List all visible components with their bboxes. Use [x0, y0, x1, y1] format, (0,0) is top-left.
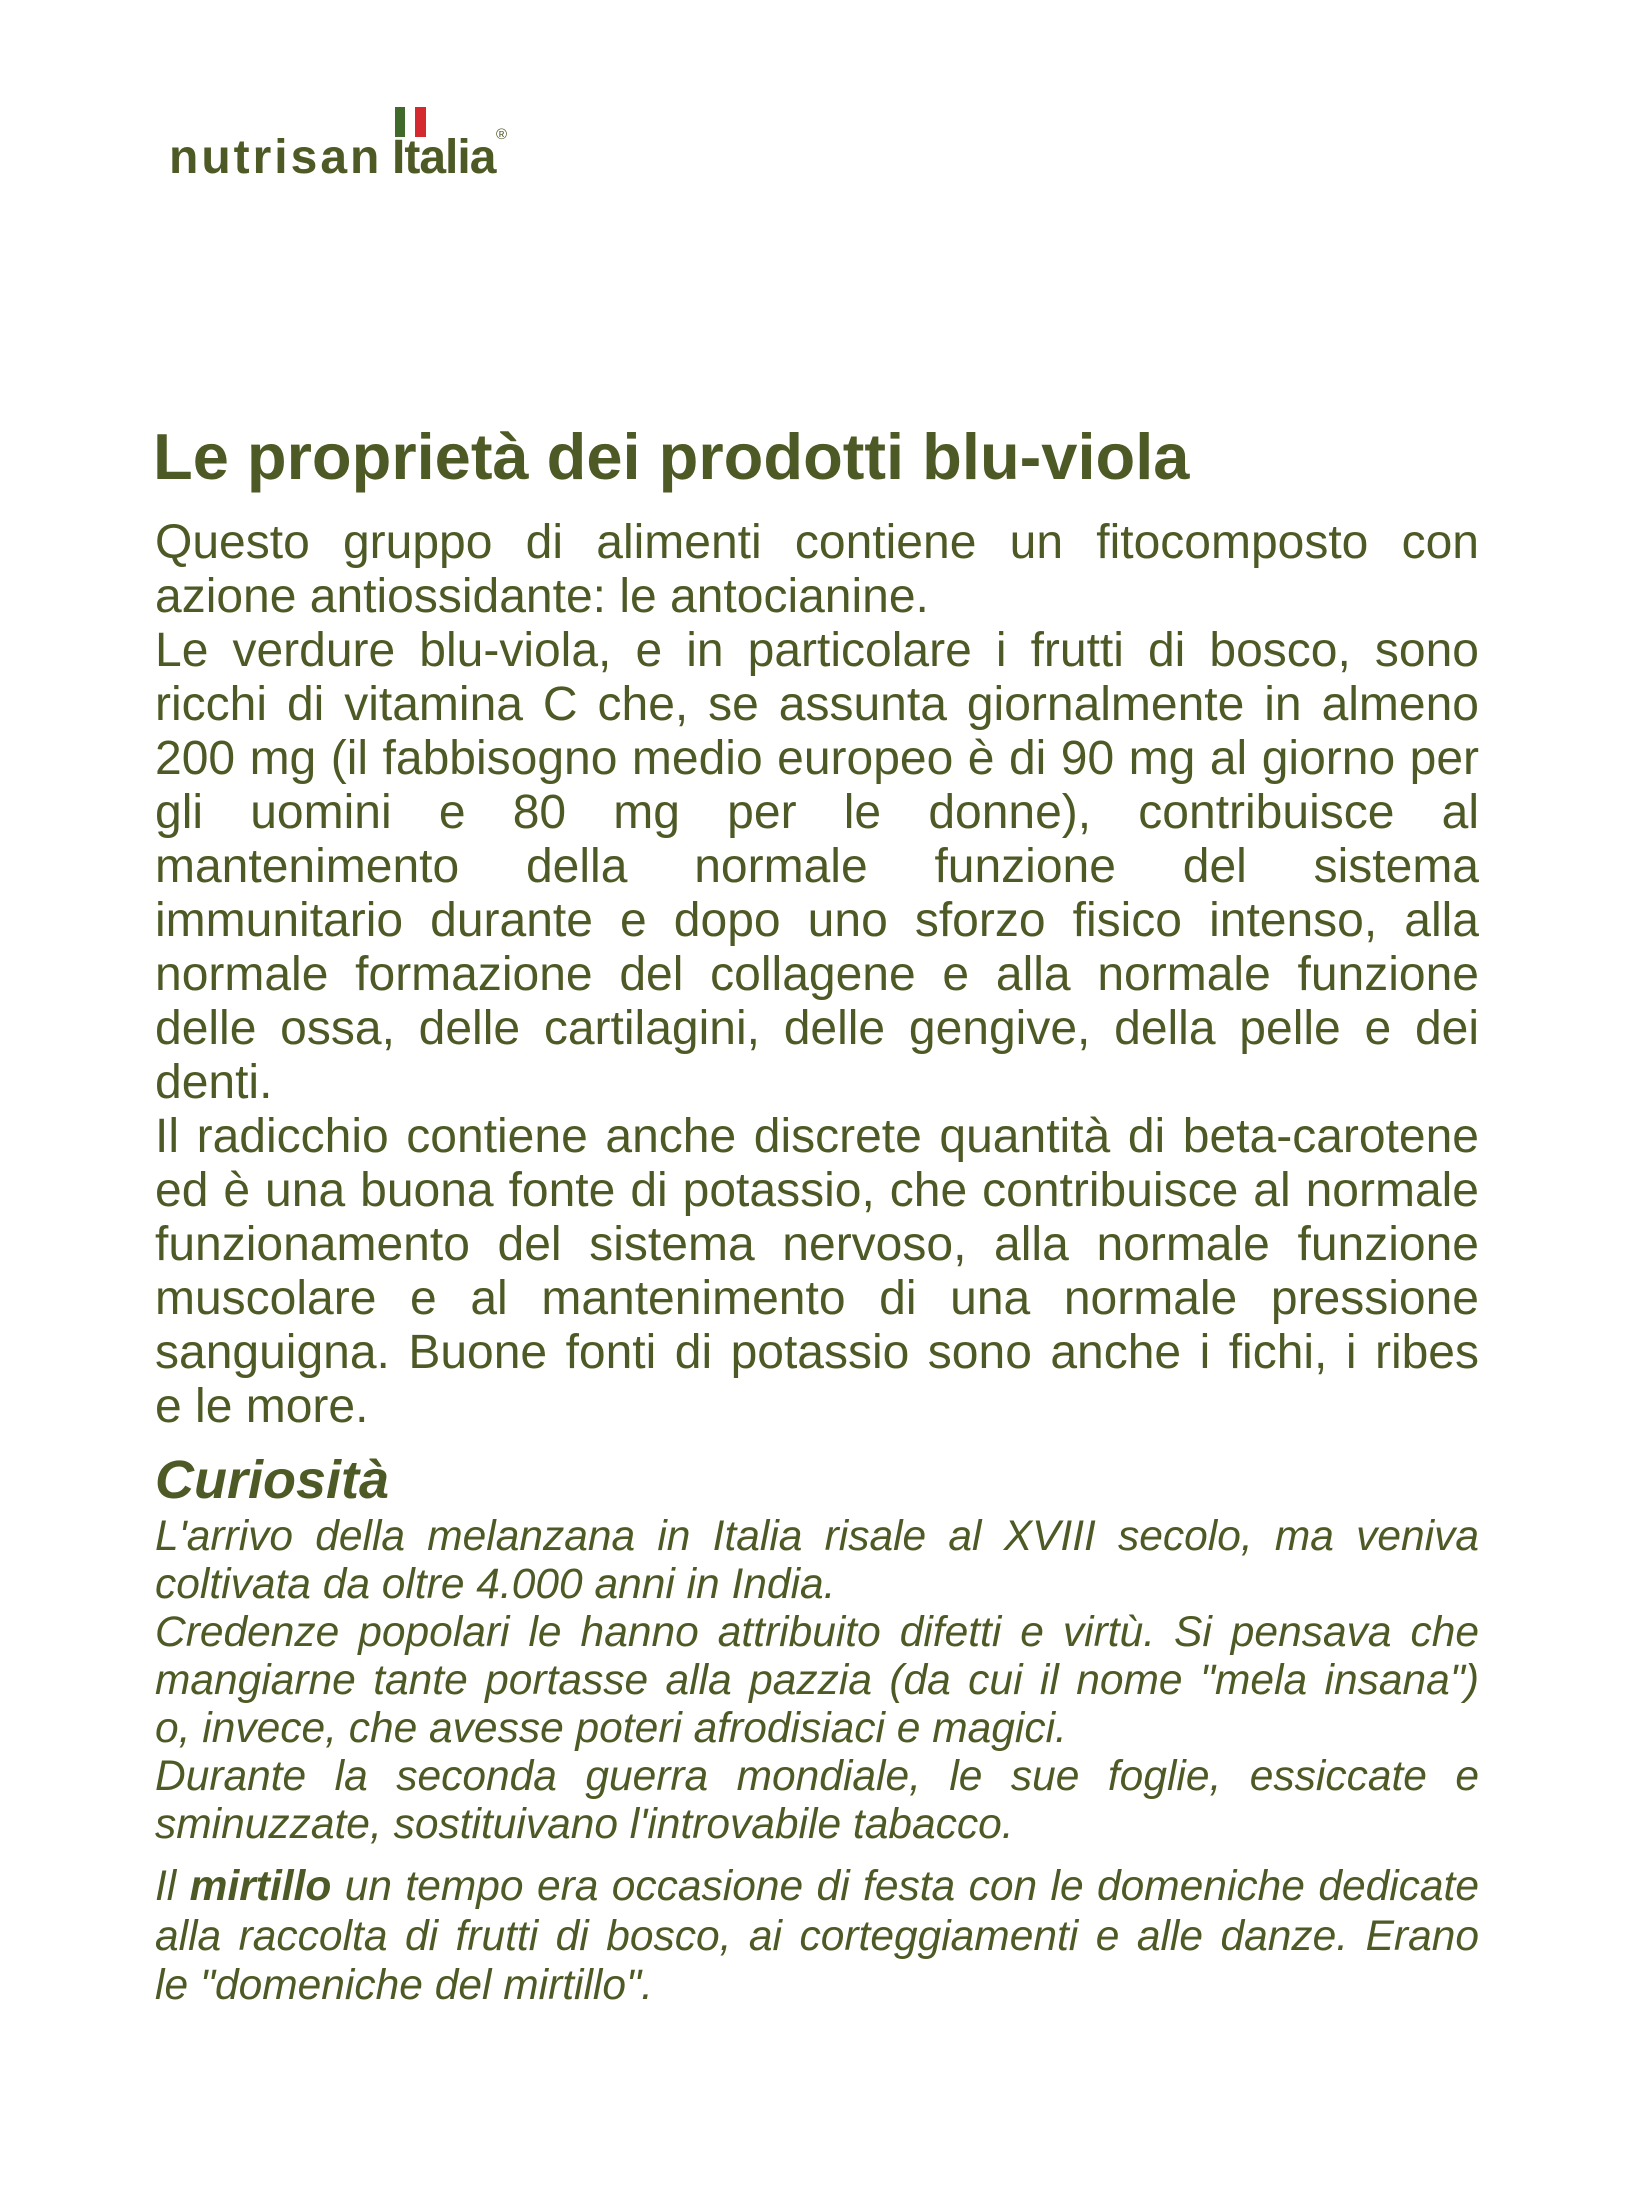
text-line: L'arrivo della melanzana in Italia risale al XVIII secolo, ma veniva [155, 1513, 1479, 1560]
paragraph [155, 1609, 1479, 1753]
text-segment: un tempo era occasione di festa con le domeniche dedicate [331, 1863, 1479, 1910]
text-line: denti. [155, 1056, 273, 1109]
paragraph [155, 1110, 1479, 1434]
text-line: mangiarne tante portasse alla pazzia (da cui il nome "mela insana") [155, 1657, 1479, 1704]
bold-term: mirtillo [189, 1863, 332, 1910]
text-line: coltivata da oltre 4.000 anni in India. [155, 1561, 836, 1608]
text-line: o, invece, che avesse poteri afrodisiaci e magici. [155, 1705, 1067, 1752]
text-line: mantenimento della normale funzione del sistema [155, 840, 1479, 893]
text-line: Questo gruppo di alimenti contiene un fitocomposto con [155, 516, 1479, 569]
text-line: e le more. [155, 1380, 369, 1433]
paragraph [155, 624, 1479, 1110]
text-line: ricchi di vitamina C che, se assunta giornalmente in almeno [155, 678, 1479, 731]
text-line [155, 1862, 1479, 1912]
text-line: sminuzzate, sostituivano l'introvabile tabacco. [155, 1801, 1014, 1848]
text-line: azione antiossidante: le antocianine. [155, 570, 929, 623]
text-line: Credenze popolari le hanno attribuito difetti e virtù. Si pensava che [155, 1609, 1479, 1656]
text-line: normale formazione del collagene e alla normale funzione [155, 948, 1479, 1001]
text-line: delle ossa, delle cartilagini, delle gengive, della pelle e dei [155, 1002, 1479, 1055]
section-heading-curiosita: Curiosità [155, 1450, 390, 1510]
brand-name-prefix: nutrisan [169, 131, 383, 184]
body-text [155, 516, 1479, 1434]
brand-name-suffix: Italia [392, 131, 496, 184]
paragraph [155, 1753, 1479, 1849]
text-line: Il radicchio contiene anche discrete quantità di beta-carotene [155, 1110, 1479, 1163]
brand-logo [0, 0, 620, 200]
text-line: alla raccolta di frutti di bosco, ai corteggiamenti e alle danze. Erano [155, 1912, 1479, 1960]
curiosita-text [155, 1513, 1479, 2011]
text-line: sanguigna. Buone fonti di potassio sono anche i fichi, i ribes [155, 1326, 1479, 1379]
paragraph [155, 516, 1479, 624]
text-line: Le verdure blu-viola, e in particolare i frutti di bosco, sono [155, 624, 1479, 677]
page-title: Le proprietà dei prodotti blu-viola [153, 420, 1190, 493]
text-line: immunitario durante e dopo uno sforzo fisico intenso, alla [155, 894, 1479, 947]
paragraph [155, 1862, 1479, 2011]
text-line: funzionamento del sistema nervoso, alla normale funzione [155, 1218, 1479, 1271]
text-line: gli uomini e 80 mg per le donne), contribuisce al [155, 786, 1479, 839]
text-line: muscolare e al mantenimento di una normale pressione [155, 1272, 1479, 1325]
text-line: ed è una buona fonte di potassio, che contribuisce al normale [155, 1164, 1479, 1217]
text-segment: Il [155, 1863, 190, 1910]
registered-mark: ® [496, 126, 508, 143]
text-line: le "domeniche del mirtillo". [155, 1962, 653, 2009]
paragraph [155, 1513, 1479, 1609]
text-line: Durante la seconda guerra mondiale, le sue foglie, essiccate e [155, 1753, 1479, 1800]
text-line: 200 mg (il fabbisogno medio europeo è di 90 mg al giorno per [155, 732, 1479, 785]
